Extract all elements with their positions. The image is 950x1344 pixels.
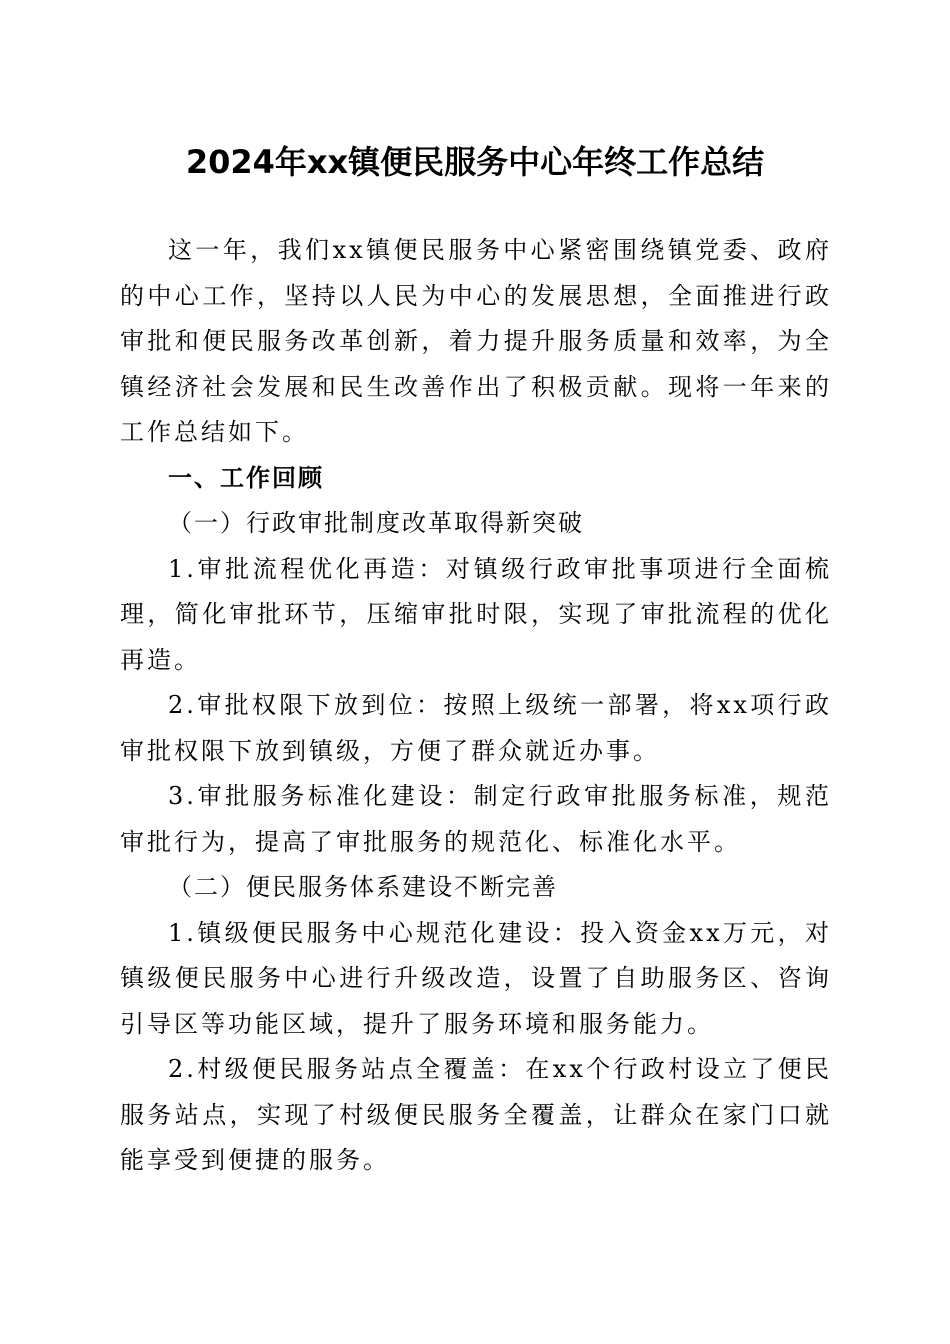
paragraph-approval-process: 1.审批流程优化再造：对镇级行政审批事项进行全面梳理，简化审批环节，压缩审批时限，实现了审批流程的优化再造。 — [120, 554, 832, 674]
paragraph-village-stations: 2.村级便民服务站点全覆盖：在xx个行政村设立了便民服务站点，实现了村级便民服务全覆盖，让群众在家门口就能享受到便捷的服务。 — [120, 1055, 832, 1174]
paragraph-town-center: 1.镇级便民服务中心规范化建设：投入资金xx万元，对镇级便民服务中心进行升级改造，设置了自助服务区、咨询引导区等功能区域，提升了服务环境和服务能力。 — [120, 918, 832, 1038]
paragraph-approval-standardization: 3.审批服务标准化建设：制定行政审批服务标准，规范审批行为，提高了审批服务的规范化、标准化水平。 — [120, 782, 832, 856]
section-heading-work-review: 一、工作回顾 — [168, 463, 324, 492]
document-body — [120, 228, 832, 1184]
subsection-heading-admin-approval: （一）行政审批制度改革取得新突破 — [168, 509, 584, 537]
paragraph-approval-authority: 2.审批权限下放到位：按照上级统一部署，将xx项行政审批权限下放到镇级，方便了群众就近办事。 — [120, 691, 832, 765]
intro-paragraph: 这一年，我们xx镇便民服务中心紧密围绕镇党委、政府的中心工作，坚持以人民为中心的发展思想，全面推进行政审批和便民服务改革创新，着力提升服务质量和效率，为全镇经济社会发展和民生改善作出了积极贡献。现将一年来的工作总结如下。 — [120, 236, 832, 446]
subsection-heading-service-system: （二）便民服务体系建设不断完善 — [168, 873, 558, 901]
document-title: 2024年xx镇便民服务中心年终工作总结 — [185, 143, 765, 181]
